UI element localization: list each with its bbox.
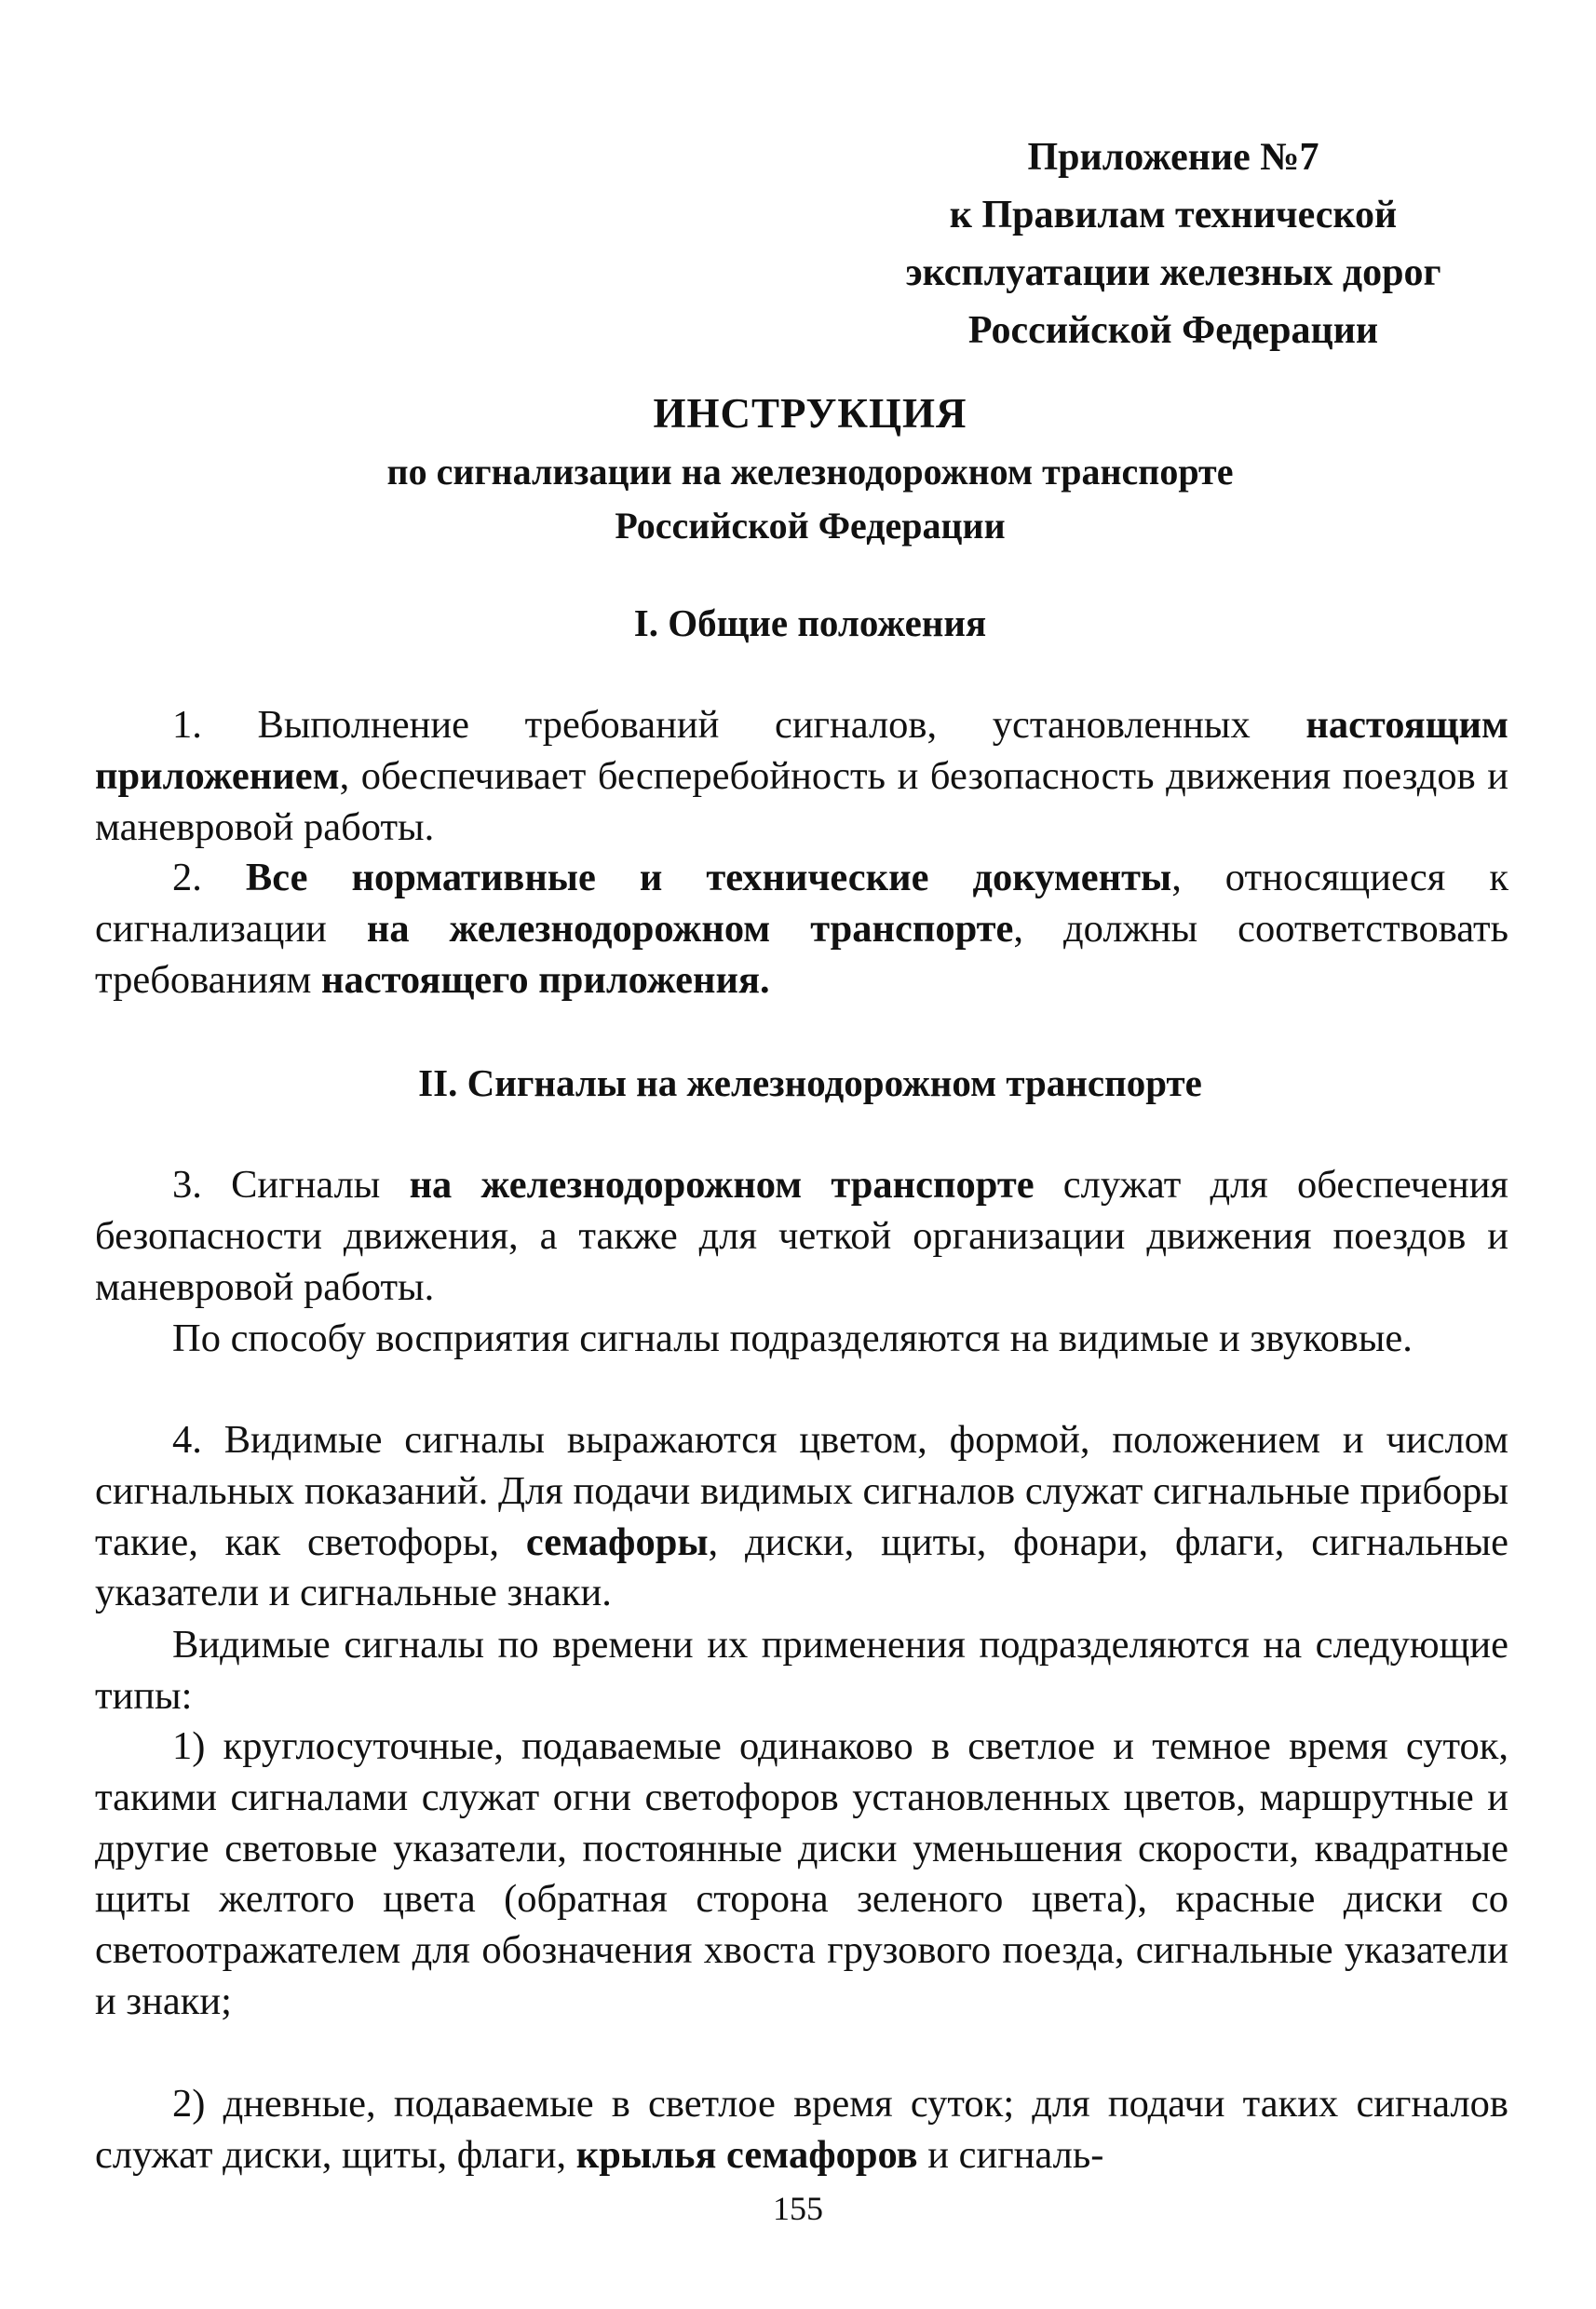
paragraph-4: По способу восприятия сигналы подразделяются на видимые и звуковые. (172, 1317, 1413, 1360)
paragraph-3-bold: на железнодорожном транспорте (409, 1163, 1035, 1207)
paragraph-8-text-a: 2) дневные, подаваемые в светлое время суток; для подачи таких сигналов служат диски, щиты, флаги, (95, 2082, 1508, 2177)
subtitle-line-2: Российской Федерации (615, 505, 1006, 547)
appendix-line-4: Российской Федерации (967, 309, 1379, 352)
paragraph-8-text-c: и сигналь- (917, 2132, 1104, 2177)
paragraph-3-text-a: 3. Сигналы (172, 1163, 410, 1207)
paragraph-5 (95, 1415, 1508, 1619)
paragraph-5-text-c: , диски, щиты, фонари, флаги, сигнальные указатели и сигнальные знаки. (95, 1519, 1508, 1615)
section-2-heading: II. Сигналы на железнодорожном транспорте (418, 1061, 1202, 1104)
paragraph-2-text-c: , относящиеся к сигнализации (95, 856, 1508, 951)
section-1-heading: I. Общие положения (633, 601, 987, 644)
subtitle-line-1: по сигнализации на железнодорожном транспорте (386, 451, 1234, 493)
paragraph-5-text-a: 4. Видимые сигналы выражаются цветом, формой, положением и числом сигнальных показаний. Для подачи видимых сигналов служат сигнальные приборы такие, как светофоры, (95, 1418, 1508, 1564)
paragraph-2-bold-2: на железнодорожном транспорте (366, 906, 1014, 951)
paragraph-8-bold: крылья семафоров (575, 2132, 918, 2177)
paragraph-1-text-a: 1. Выполнение требований сигналов, установленных (172, 703, 1306, 747)
appendix-header (819, 128, 1527, 359)
appendix-line-3: эксплуатации железных дорог (905, 251, 1441, 294)
paragraph-1 (95, 700, 1508, 853)
page-number: 155 (773, 2190, 823, 2227)
paragraph-2-bold-1: Все нормативные и технические документы (245, 856, 1172, 899)
appendix-line-1: Приложение №7 (1027, 136, 1319, 179)
paragraph-8 (95, 2079, 1508, 2181)
paragraph-2-text-a: 2. (172, 856, 246, 899)
paragraph-2-text-e: , должны соответствовать требованиям (95, 906, 1508, 1002)
paragraph-3 (95, 1160, 1508, 1313)
document-title: ИНСТРУКЦИЯ (653, 390, 967, 437)
paragraph-5-bold: семафоры (525, 1519, 709, 1564)
paragraph-1-text-c: , обеспечивает бесперебойность и безопасность движения поездов и маневровой работы. (95, 753, 1508, 849)
document-subtitle (93, 445, 1527, 553)
paragraph-6: Видимые сигналы по времени их применения подразделяются на следующие типы: (95, 1623, 1508, 1718)
paragraph-7: 1) круглосуточные, подаваемые одинаково в светлое и темное время суток, такими сигналами служат огни светофоров установленных цветов, маршрутные и другие световые указатели, постоянные диски уменьшения скорости, квадратные щиты желтого цвета (обратная сторона зеленого цвета), красные диски со светоотражателем для обозначения хвоста грузового поезда, сигнальные указатели и знаки; (95, 1724, 1508, 2023)
paragraph-3-text-c: служат для обеспечения безопасности движения, а также для четкой организации движения поездов и маневровой работы. (95, 1163, 1508, 1309)
paragraph-2 (95, 853, 1508, 1006)
paragraph-2-bold-3: настоящего приложения. (321, 957, 770, 1002)
appendix-line-2: к Правилам технической (949, 194, 1398, 236)
paragraph-1-bold: настоящим приложением (95, 703, 1508, 798)
